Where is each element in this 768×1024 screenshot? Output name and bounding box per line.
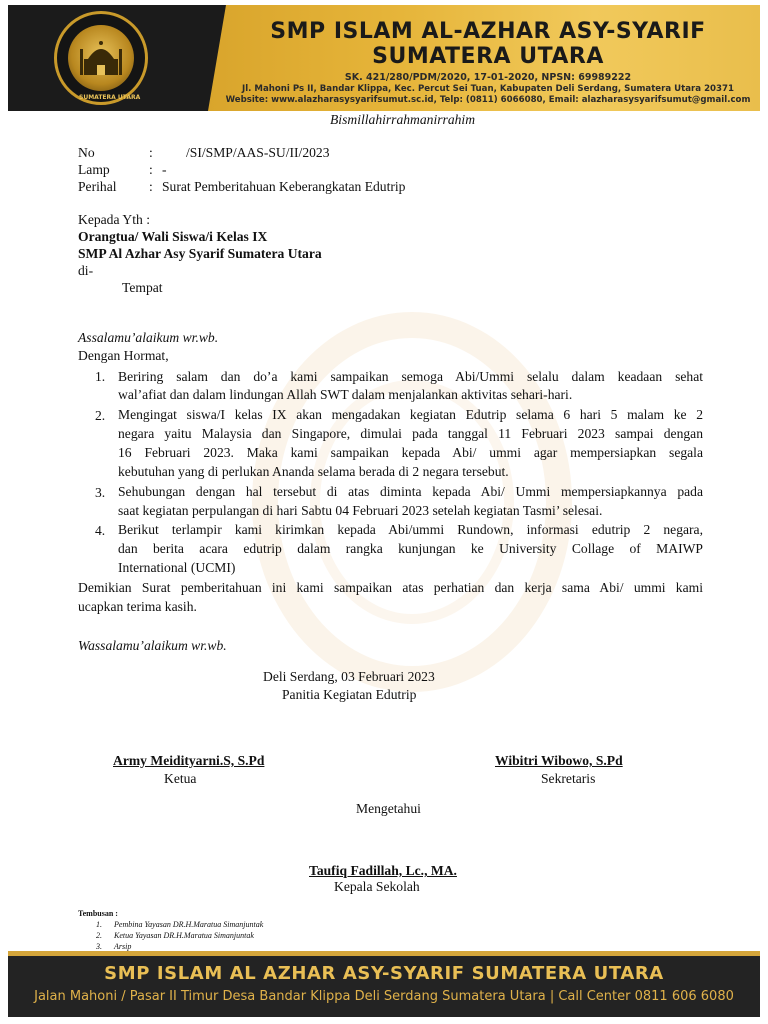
basmalah: Bismillahirrahmanirrahim xyxy=(330,112,476,127)
list-item-line: Berikut terlampir kami kirimkan kepada Abi/ummi Rundown, informasi edutrip 2 negara, xyxy=(118,522,703,537)
logo-ring-text: SUMATERA UTARA xyxy=(79,94,141,101)
head-role: Kepala Sekolah xyxy=(334,879,420,894)
list-item-number: 3. xyxy=(95,485,106,500)
closing-line: Demikian Surat pemberitahuan ini kami sampaikan atas perhatian dan kerja sama Abi/ ummi kami xyxy=(78,580,703,595)
perihal-colon: : xyxy=(149,179,153,194)
tembusan-number: 2. xyxy=(96,931,102,940)
letterhead xyxy=(8,5,760,111)
list-item-number: 1. xyxy=(95,369,106,384)
list-item-line: dan berita acara edutrip dalam rangka kunjungan ke University Collage of MAIWP xyxy=(118,541,703,556)
list-item-line: Sehubungan dengan hal tersebut di atas diminta kepada Abi/ Ummi mempersiapkannya pada xyxy=(118,484,703,499)
list-item-line: kebutuhan yang di perlukan Ananda selama berada di 2 negara tersebut. xyxy=(118,464,509,479)
place-date: Deli Serdang, 03 Februari 2023 xyxy=(263,669,435,684)
letter-footer xyxy=(8,951,760,1017)
committee-title: Panitia Kegiatan Edutrip xyxy=(282,687,417,702)
list-item-line: wal’afiat dan dalam lindungan Allah SWT dalam menjalankan aktivitas sehari-hari. xyxy=(118,387,573,402)
school-address-line: Jl. Mahoni Ps II, Bandar Klippa, Kec. Percut Sei Tuan, Kabupaten Deli Serdang, Sumatera Utara 20371 xyxy=(242,84,734,94)
tembusan-number: 1. xyxy=(96,920,102,929)
signer-right-role: Sekretaris xyxy=(541,771,596,786)
tembusan-number: 3. xyxy=(96,942,102,951)
signer-left-name: Army Meidityarni.S, S.Pd xyxy=(113,753,265,768)
opening-salam: Assalamu’alaikum wr.wb. xyxy=(78,330,219,345)
school-decree-line: SK. 421/280/PDM/2020, 17-01-2020, NPSN: 69989222 xyxy=(344,72,632,83)
list-item-line: Beriring salam dan do’a kami sampaikan semoga Abi/Ummi selalu dalam keadaan sehat xyxy=(118,369,703,384)
school-name-line1: SMP ISLAM AL-AZHAR ASY-SYARIF xyxy=(270,19,706,44)
head-name: Taufiq Fadillah, Lc., MA. xyxy=(309,863,457,878)
recipient-line1: Orangtua/ Wali Siswa/i Kelas IX xyxy=(78,229,268,244)
perihal-value: Surat Pemberitahuan Keberangkatan Edutrip xyxy=(162,179,406,194)
lamp-label: Lamp xyxy=(78,162,110,177)
tembusan-item: Ketua Yayasan DR.H.Maratua Simanjuntak xyxy=(114,931,254,940)
closing-salam: Wassalamu’alaikum wr.wb. xyxy=(78,638,227,653)
kepada-yth: Kepada Yth : xyxy=(78,212,150,227)
school-name-line2: SUMATERA UTARA xyxy=(372,44,604,69)
signer-right-name: Wibitri Wibowo, S.Pd xyxy=(495,753,623,768)
perihal-label: Perihal xyxy=(78,179,117,194)
list-item-line: 16 Februari 2023. Maka kami sampaikan kepada Abi/ ummi agar mempersiapkan segala xyxy=(118,445,703,460)
footer-gold-stripe xyxy=(8,951,760,956)
lamp-value: - xyxy=(162,162,167,177)
list-item-line: Mengingat siswa/I kelas IX akan mengadakan kegiatan Edutrip selama 6 hari 5 malam ke 2 xyxy=(118,407,703,422)
no-value: /SI/SMP/AAS-SU/II/2023 xyxy=(186,145,330,160)
list-item-line: negara yaitu Malaysia dan Singapore, dimulai pada tanggal 11 Februari 2023 sampai dengan xyxy=(118,426,703,441)
mengetahui: Mengetahui xyxy=(356,801,421,816)
footer-school-name: SMP ISLAM AL AZHAR ASY-SYARIF SUMATERA UTARA xyxy=(104,963,664,984)
footer-address: Jalan Mahoni / Pasar II Timur Desa Bandar Klippa Deli Serdang Sumatera Utara | Call Center 0811 606 6080 xyxy=(34,989,734,1004)
list-item-line: International (UCMI) xyxy=(118,560,236,575)
school-name xyxy=(218,19,758,69)
tembusan-item: Arsip xyxy=(114,942,132,951)
list-item-number: 4. xyxy=(95,523,106,538)
list-item-line: saat kegiatan perpulangan di hari Sabtu 04 Februari 2023 setelah kegiatan Tasmi’ selesai. xyxy=(118,503,603,518)
recipient-line2: SMP Al Azhar Asy Syarif Sumatera Utara xyxy=(78,246,322,261)
tembusan-item: Pembina Yayasan DR.H.Maratua Simanjuntak xyxy=(114,920,264,929)
school-logo-icon xyxy=(54,11,148,105)
signer-left-role: Ketua xyxy=(164,771,197,786)
school-contact-line: Website: www.alazharasysyarifsumut.sc.id, Telp: (0811) 6066080, Email: alazharasysyarifsumut@gmail.com xyxy=(225,95,751,105)
tempat-line: Tempat xyxy=(122,280,163,295)
dengan-hormat: Dengan Hormat, xyxy=(78,348,169,363)
tembusan-label: Tembusan : xyxy=(78,909,118,918)
list-item-number: 2. xyxy=(95,408,106,423)
mosque-emblem-icon xyxy=(68,25,134,91)
no-label: No xyxy=(78,145,95,160)
lamp-colon: : xyxy=(149,162,153,177)
mosque-icon xyxy=(68,25,134,91)
closing-line: ucapkan terima kasih. xyxy=(78,599,197,614)
di-line: di- xyxy=(78,263,94,278)
no-colon: : xyxy=(149,145,153,160)
